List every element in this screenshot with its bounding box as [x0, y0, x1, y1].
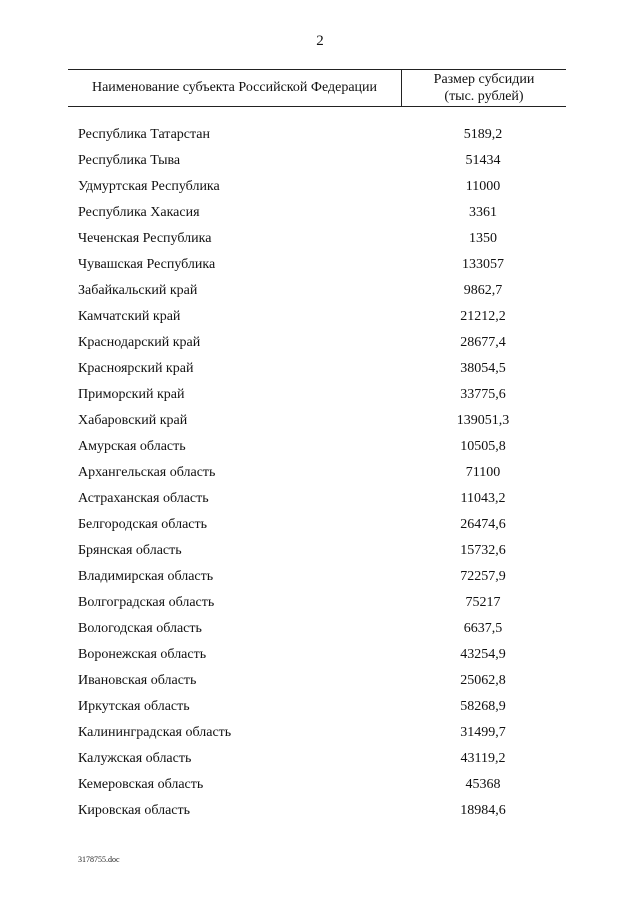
table-row: [0, 200, 640, 226]
table-row: [0, 252, 640, 278]
region-name: Республика Хакасия: [78, 205, 200, 220]
subsidy-amount: 25062,8: [460, 673, 506, 688]
region-name: Кемеровская область: [78, 777, 204, 792]
subsidy-amount: 1350: [469, 231, 497, 246]
region-name: Кировская область: [78, 803, 191, 818]
page-number: 2: [316, 33, 324, 49]
region-name: Брянская область: [78, 543, 182, 558]
subsidy-amount: 26474,6: [460, 517, 506, 532]
region-name: Владимирская область: [78, 569, 214, 584]
subsidy-amount: 11043,2: [460, 491, 506, 506]
table-row: [0, 512, 640, 538]
table-body: [0, 122, 640, 824]
name-column-header: Наименование субъекта Российской Федерации: [91, 80, 378, 95]
table-row: [0, 720, 640, 746]
region-name: Ивановская область: [78, 673, 197, 688]
subsidy-amount: 31499,7: [460, 725, 506, 740]
subsidy-amount: 43119,2: [460, 751, 506, 766]
subsidy-amount: 72257,9: [460, 569, 506, 584]
subsidy-amount: 18984,6: [460, 803, 506, 818]
table-row: [0, 590, 640, 616]
region-name: Чувашская Республика: [78, 257, 216, 272]
table-row: [0, 772, 640, 798]
subsidy-amount: 45368: [465, 777, 501, 792]
amount-column-header: [402, 70, 566, 106]
subsidy-amount: 11000: [465, 179, 501, 194]
table-row: [0, 434, 640, 460]
table-row: [0, 330, 640, 356]
region-name: Камчатский край: [78, 309, 181, 324]
document-filename: 3178755.doc: [78, 855, 120, 864]
subsidy-amount: 3361: [469, 205, 497, 220]
table-row: [0, 122, 640, 148]
subsidy-amount: 58268,9: [460, 699, 506, 714]
table-row: [0, 304, 640, 330]
subsidy-amount: 71100: [465, 465, 501, 480]
subsidy-amount: 139051,3: [456, 413, 510, 428]
region-name: Архангельская область: [78, 465, 216, 480]
region-name: Удмуртская Республика: [78, 179, 220, 194]
table-row: [0, 278, 640, 304]
region-name: Республика Тыва: [78, 153, 181, 168]
table-row: [0, 746, 640, 772]
amount-header-line2: (тыс. рублей): [444, 89, 524, 104]
region-name: Забайкальский край: [78, 283, 198, 298]
table-row: [0, 148, 640, 174]
subsidy-amount: 9862,7: [463, 283, 503, 298]
subsidy-amount: 28677,4: [460, 335, 506, 350]
table-header: [68, 69, 566, 107]
region-name: Красноярский край: [78, 361, 194, 376]
subsidy-amount: 33775,6: [460, 387, 506, 402]
table-row: [0, 538, 640, 564]
table-row: [0, 408, 640, 434]
region-name: Воронежская область: [78, 647, 207, 662]
table-row: [0, 486, 640, 512]
region-name: Республика Татарстан: [78, 127, 211, 142]
subsidy-amount: 38054,5: [460, 361, 506, 376]
region-name: Калининградская область: [78, 725, 232, 740]
amount-header-line1: Размер субсидии: [433, 72, 535, 87]
region-name: Калужская область: [78, 751, 192, 766]
table-row: [0, 642, 640, 668]
table-row: [0, 226, 640, 252]
table-row: [0, 694, 640, 720]
region-name: Приморский край: [78, 387, 185, 402]
subsidy-amount: 51434: [465, 153, 501, 168]
table-row: [0, 356, 640, 382]
region-name: Амурская область: [78, 439, 186, 454]
subsidy-amount: 75217: [465, 595, 501, 610]
table-row: [0, 616, 640, 642]
region-name: Иркутская область: [78, 699, 190, 714]
table-row: [0, 798, 640, 824]
region-name: Волгоградская область: [78, 595, 215, 610]
subsidy-amount: 21212,2: [460, 309, 506, 324]
table-row: [0, 460, 640, 486]
subsidy-amount: 6637,5: [463, 621, 503, 636]
region-name: Хабаровский край: [78, 413, 188, 428]
subsidy-amount: 5189,2: [463, 127, 503, 142]
table-row: [0, 668, 640, 694]
region-name: Астраханская область: [78, 491, 209, 506]
region-name: Краснодарский край: [78, 335, 201, 350]
table-row: [0, 174, 640, 200]
subsidy-amount: 133057: [462, 257, 504, 272]
subsidy-amount: 10505,8: [460, 439, 506, 454]
table-row: [0, 564, 640, 590]
region-name: Чеченская Республика: [78, 231, 212, 246]
table-row: [0, 382, 640, 408]
subsidy-amount: 43254,9: [460, 647, 506, 662]
subsidy-amount: 15732,6: [460, 543, 506, 558]
region-name: Вологодская область: [78, 621, 202, 636]
region-name: Белгородская область: [78, 517, 208, 532]
